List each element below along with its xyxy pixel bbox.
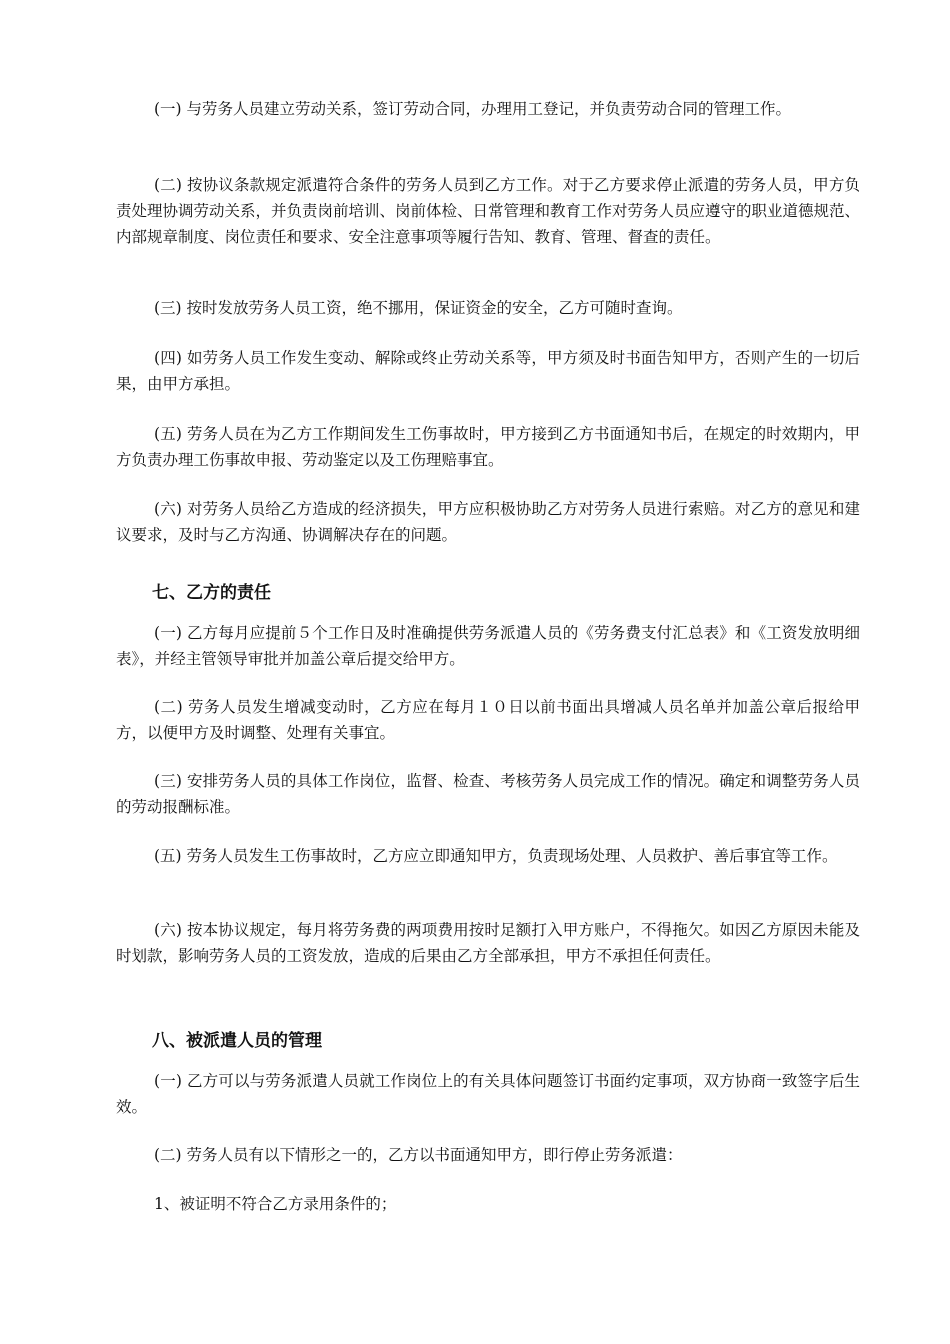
section8-item-3: 1、被证明不符合乙方录用条件的； <box>154 1195 397 1213</box>
section6-item-3: (三) 按时发放劳务人员工资，绝不挪用，保证资金的安全，乙方可随时查询。 <box>154 299 683 317</box>
section7-item-1: (一) 乙方每月应提前５个工作日及时准确提供劳务派遣人员的《劳务费支付汇总表》和《工资发放明细表》，并经主管领导审批并加盖公章后提交给甲方。 <box>116 624 860 668</box>
section8-item-2: (二) 劳务人员有以下情形之一的，乙方以书面通知甲方，即行停止劳务派遣： <box>154 1146 683 1164</box>
section6-item-5: (五) 劳务人员在为乙方工作期间发生工伤事故时，甲方接到乙方书面通知书后，在规定的时效期内，甲方负责办理工伤事故申报、劳动鉴定以及工伤理赔事宜。 <box>116 425 860 469</box>
section7-item-3: (三) 安排劳务人员的具体工作岗位，监督、检查、考核劳务人员完成工作的情况。确定和调整劳务人员的劳动报酬标准。 <box>116 772 860 816</box>
section7-item-2: (二) 劳务人员发生增减变动时，乙方应在每月１０日以前书面出具增减人员名单并加盖公章后报给甲方，以便甲方及时调整、处理有关事宜。 <box>116 698 860 742</box>
section7-item-5: (五) 劳务人员发生工伤事故时，乙方应立即通知甲方，负责现场处理、人员救护、善后事宜等工作。 <box>154 847 838 865</box>
section6-item-1: (一) 与劳务人员建立劳动关系，签订劳动合同，办理用工登记，并负责劳动合同的管理工作。 <box>154 100 792 118</box>
section6-item-2: (二) 按协议条款规定派遣符合条件的劳务人员到乙方工作。对于乙方要求停止派遣的劳务人员，甲方负责处理协调劳动关系，并负责岗前培训、岗前体检、日常管理和教育工作对劳务人员应遵守的职业道德规范、内部规章制度、岗位责任和要求、安全注意事项等履行告知、教育、管理、督查的责任。 <box>116 176 861 246</box>
section7-heading: 七、乙方的责任 <box>152 583 271 603</box>
section8-item-1: (一) 乙方可以与劳务派遣人员就工作岗位上的有关具体问题签订书面约定事项，双方协商一致签字后生效。 <box>116 1072 860 1116</box>
section6-item-6: (六) 对劳务人员给乙方造成的经济损失，甲方应积极协助乙方对劳务人员进行索赔。对乙方的意见和建议要求，及时与乙方沟通、协调解决存在的问题。 <box>116 500 860 544</box>
section7-item-6: (六) 按本协议规定，每月将劳务费的两项费用按时足额打入甲方账户，不得拖欠。如因乙方原因未能及时划款，影响劳务人员的工资发放，造成的后果由乙方全部承担，甲方不承担任何责任。 <box>116 921 860 965</box>
section6-item-4: (四) 如劳务人员工作发生变动、解除或终止劳动关系等，甲方须及时书面告知甲方，否则产生的一切后果，由甲方承担。 <box>116 349 860 393</box>
section8-heading: 八、被派遣人员的管理 <box>152 1031 322 1051</box>
